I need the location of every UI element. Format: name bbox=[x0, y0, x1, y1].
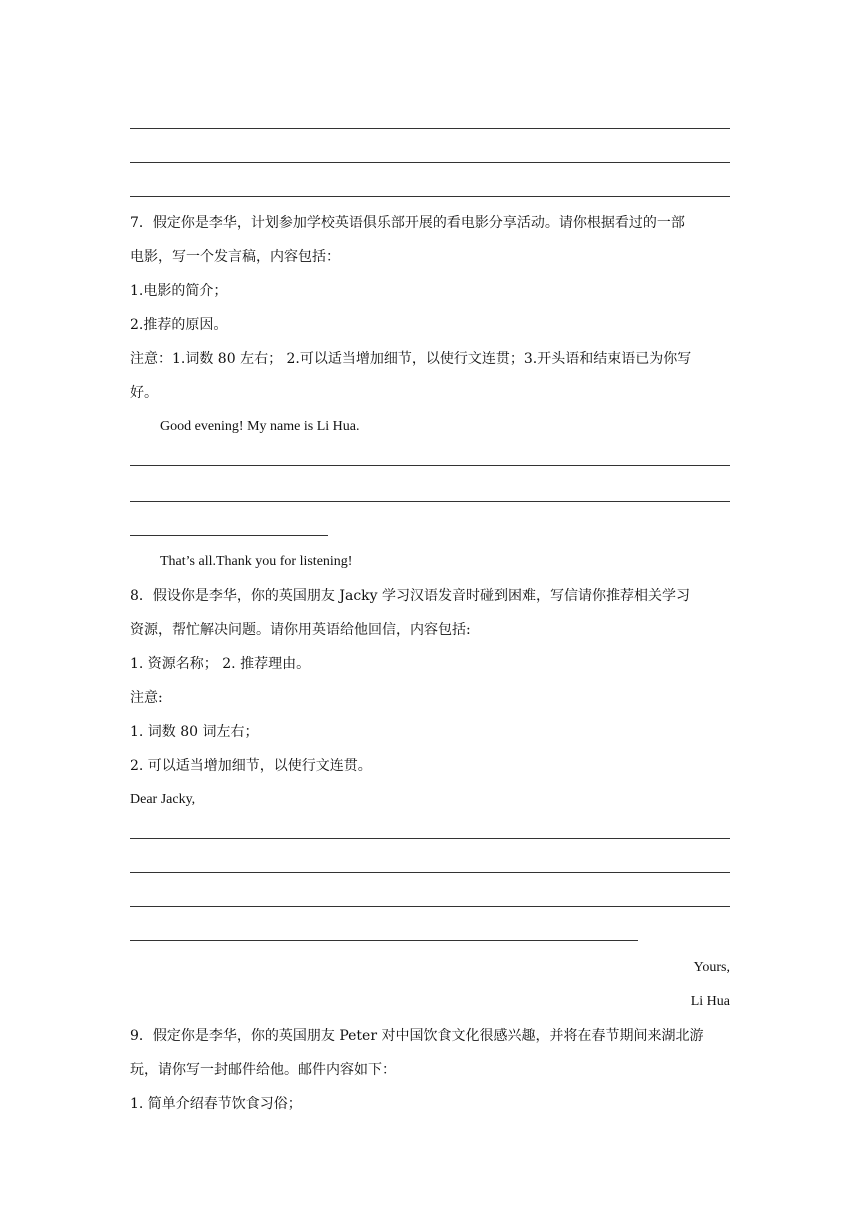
answer-line bbox=[130, 128, 730, 129]
q9-prompt-line-1: 9．假定你是李华，你的英国朋友 Peter 对中国饮食文化很感兴趣，并将在春节期间来湖北游 bbox=[130, 1028, 704, 1044]
answer-line bbox=[130, 465, 730, 466]
answer-line-short bbox=[130, 940, 638, 941]
q8-signature: Li Hua bbox=[690, 994, 730, 1009]
q8-prompt-line-1: 8．假设你是李华，你的英国朋友 Jacky 学习汉语发音时碰到困难，写信请你推荐相关学习 bbox=[130, 588, 690, 604]
q7-note-line-1: 注意：1.词数 80 左右； 2.可以适当增加细节，以使行文连贯；3.开头语和结束语已为你写 bbox=[130, 351, 692, 367]
q7-content-item-2: 2.推荐的原因。 bbox=[130, 317, 228, 333]
answer-line bbox=[130, 501, 730, 502]
q8-note-1: 1. 词数 80 词左右； bbox=[130, 724, 259, 740]
q7-prompt-line-2: 电影，写一个发言稿，内容包括： bbox=[130, 249, 340, 265]
q7-opening-sentence: Good evening! My name is Li Hua. bbox=[160, 419, 360, 434]
q9-content-item-1: 1. 简单介绍春节饮食习俗； bbox=[130, 1096, 302, 1112]
answer-line bbox=[130, 906, 730, 907]
q8-note-label: 注意: bbox=[130, 690, 163, 706]
q8-prompt-line-2: 资源，帮忙解决问题。请你用英语给他回信，内容包括: bbox=[130, 622, 471, 638]
answer-line bbox=[130, 872, 730, 873]
q9-prompt-line-2: 玩，请你写一封邮件给他。邮件内容如下： bbox=[130, 1062, 396, 1078]
q8-signoff: Yours, bbox=[693, 960, 730, 975]
q7-note-line-2: 好。 bbox=[130, 385, 158, 401]
q7-content-item-1: 1.电影的简介； bbox=[130, 283, 228, 299]
answer-line bbox=[130, 196, 730, 197]
q8-note-2: 2. 可以适当增加细节，以使行文连贯。 bbox=[130, 758, 372, 774]
q7-closing-sentence: That’s all.Thank you for listening! bbox=[160, 554, 353, 569]
answer-line bbox=[130, 162, 730, 163]
answer-line-short bbox=[130, 535, 328, 536]
q8-salutation: Dear Jacky, bbox=[130, 792, 196, 807]
answer-line bbox=[130, 838, 730, 839]
q8-content-items: 1. 资源名称； 2. 推荐理由。 bbox=[130, 656, 311, 672]
q7-prompt-line-1: 7．假定你是李华，计划参加学校英语俱乐部开展的看电影分享活动。请你根据看过的一部 bbox=[130, 215, 685, 231]
